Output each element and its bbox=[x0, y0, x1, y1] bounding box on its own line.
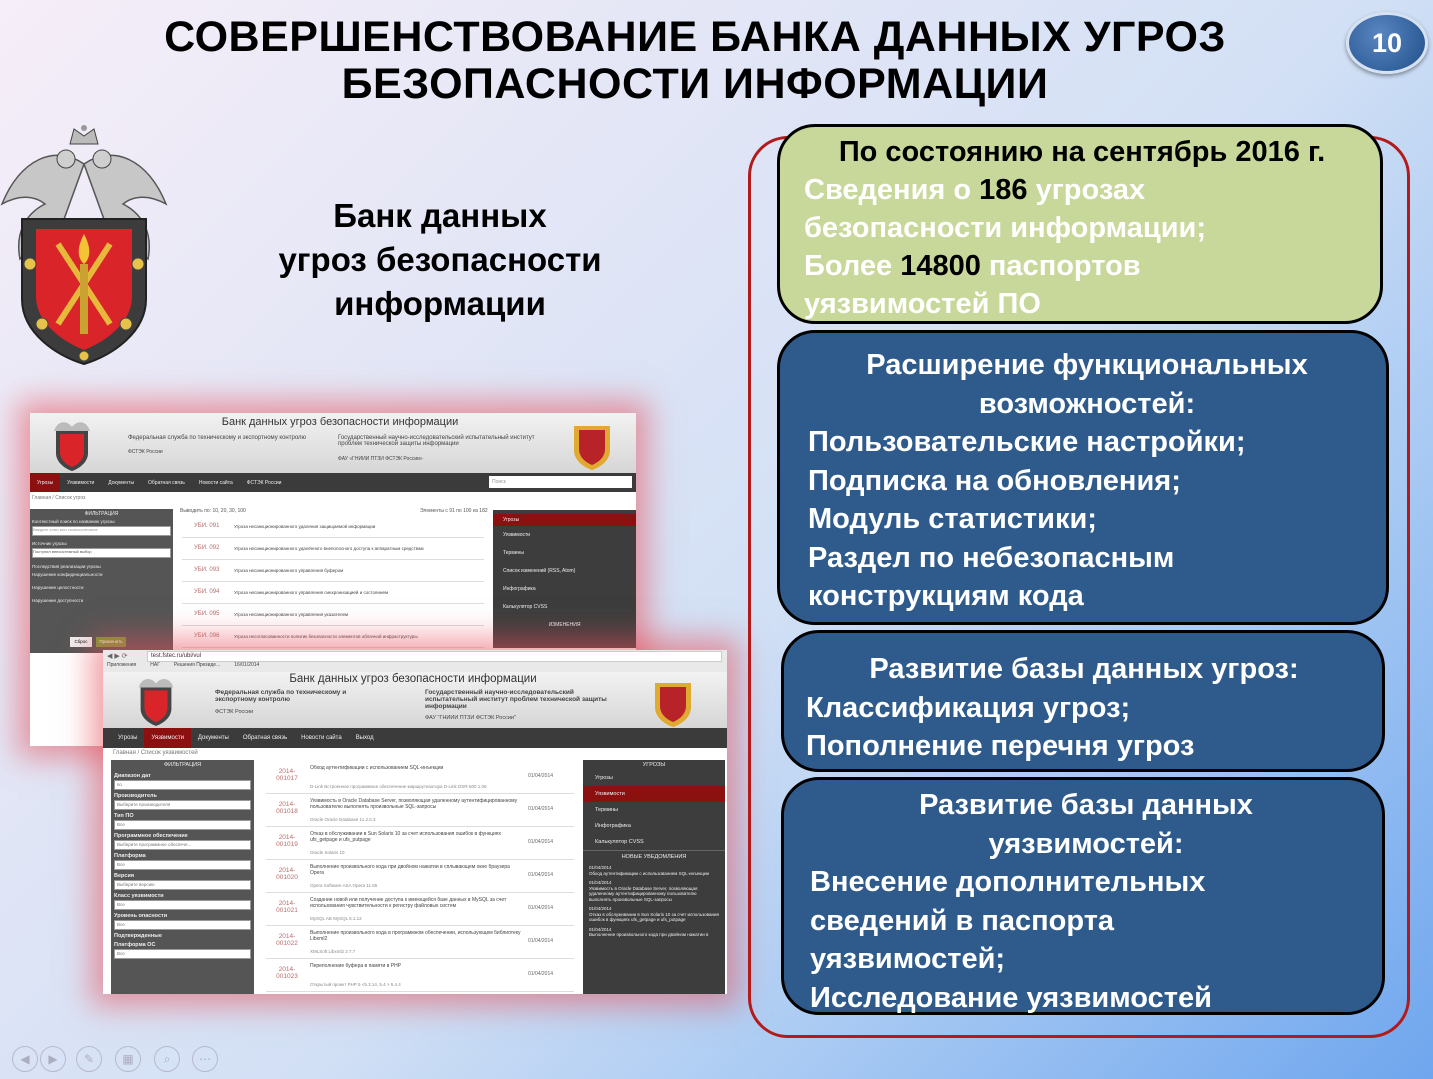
filter-checkbox[interactable]: Нарушение конфиденциальности bbox=[32, 572, 103, 577]
vuln-row[interactable] bbox=[266, 762, 574, 794]
side-item-infographics[interactable]: Инфографика bbox=[595, 823, 631, 829]
threats-db-box bbox=[781, 630, 1385, 772]
filter-select[interactable]: Все bbox=[114, 949, 251, 959]
features-box bbox=[777, 330, 1389, 625]
threat-row[interactable] bbox=[182, 605, 484, 626]
side-item-vulns[interactable]: Уязвимости bbox=[503, 532, 531, 538]
filter-select[interactable]: по bbox=[114, 780, 251, 790]
nav-news[interactable]: Новости сайта bbox=[301, 735, 342, 741]
vulns-db-item: Внесение дополнительных bbox=[810, 866, 1206, 898]
status-line bbox=[804, 171, 1360, 209]
vuln-row[interactable] bbox=[266, 828, 574, 860]
vuln-software: XMLSoft Libxml2 2.7.7 bbox=[310, 949, 356, 954]
filter-fields bbox=[111, 773, 254, 959]
news-item[interactable] bbox=[583, 904, 725, 925]
side-menu bbox=[493, 510, 636, 648]
filter-panel bbox=[111, 760, 254, 994]
filter-select[interactable]: Выберите версию bbox=[114, 880, 251, 890]
filter-label: Источник угрозы bbox=[32, 541, 67, 546]
features-heading: возможностей: bbox=[978, 387, 1196, 420]
news-date: 01/04/2014 bbox=[589, 880, 612, 885]
nav-threats[interactable]: Угрозы bbox=[118, 735, 138, 741]
nav-news[interactable]: Новости сайта bbox=[198, 479, 233, 486]
filter-label: Производитель bbox=[114, 793, 157, 799]
nav-vulns[interactable]: Уязвимости bbox=[144, 728, 191, 748]
subtitle bbox=[240, 194, 640, 326]
bookmarks-bar bbox=[107, 662, 259, 668]
vuln-date: 01/04/2014 bbox=[528, 839, 554, 845]
vuln-date: 01/04/2014 bbox=[528, 938, 554, 944]
threat-title[interactable]: Угроза несанкционированного удаления защищаемой информации bbox=[234, 524, 376, 529]
slide-title bbox=[60, 14, 1330, 108]
org-right-sub: ФАУ «ГНИИИ ПТЗИ ФСТЭК России» bbox=[338, 456, 423, 462]
threat-title[interactable]: Угроза несанкционированного удалённого внеполосного доступа к аппаратным средствам bbox=[234, 546, 424, 551]
nav-feedback[interactable]: Обратная связь bbox=[242, 735, 288, 741]
filter-search-input[interactable]: Введите ключ или словосочетание bbox=[32, 526, 171, 536]
feature-item: Пользовательские настройки; bbox=[808, 426, 1246, 458]
vuln-row[interactable] bbox=[266, 795, 574, 827]
slide-title-line1: СОВЕРШЕНСТВОВАНИЕ БАНКА ДАННЫХ УГРОЗ bbox=[164, 13, 1226, 61]
vuln-row[interactable] bbox=[266, 861, 574, 893]
filter-title: ФИЛЬТРАЦИЯ bbox=[84, 511, 119, 517]
vuln-date: 01/04/2014 bbox=[528, 872, 554, 878]
status-line bbox=[804, 247, 1360, 285]
fstec-emblem-icon bbox=[0, 124, 168, 372]
vuln-id[interactable]: 2014-001022 bbox=[276, 933, 298, 947]
feature-item: конструкциям кода bbox=[808, 580, 1084, 612]
site-nav bbox=[103, 728, 727, 748]
status-line: безопасности информации; bbox=[804, 212, 1207, 244]
news-item[interactable] bbox=[583, 863, 725, 878]
site-header bbox=[103, 672, 727, 728]
count: Элементы с 91 по 100 из 182 bbox=[420, 508, 488, 514]
vuln-software: MySQL AB MySQL 5.1.12 bbox=[310, 916, 362, 921]
feature-item: Подписка на обновления; bbox=[808, 464, 1181, 497]
vuln-title[interactable]: Выполнение произвольного кода в программном обеспечении, использующем библиотеку Libxml2 bbox=[310, 930, 521, 942]
more-icon[interactable]: ⋯ bbox=[192, 1046, 218, 1072]
vulns-db-item: Исследование уязвимостей bbox=[810, 981, 1212, 1014]
threats-db-heading: Развитие базы данных угроз: bbox=[869, 653, 1299, 685]
news-text[interactable]: Обход аутентификации с использованием SQL-инъекции bbox=[589, 870, 709, 876]
news-title: НОВЫЕ УВЕДОМЛЕНИЯ bbox=[583, 850, 725, 863]
bookmark[interactable]: Решения Президе... bbox=[173, 662, 221, 668]
browser-chrome bbox=[103, 650, 727, 673]
threat-title[interactable]: Угроза несанкционированного управления буфером bbox=[234, 568, 344, 573]
news-text[interactable]: Выполнение произвольного кода при двойном нажатии в bbox=[589, 932, 709, 937]
threat-row[interactable] bbox=[182, 583, 484, 604]
threat-id[interactable]: УБИ. 091 bbox=[194, 523, 220, 529]
org-right: Государственный научно-исследовательский испытательный институт проблем технической защиты информации bbox=[338, 435, 535, 447]
news-item[interactable] bbox=[583, 925, 725, 940]
nav-fstec[interactable]: ФСТЭК России bbox=[246, 479, 282, 486]
subtitle-line3: информации bbox=[334, 285, 546, 322]
org-left-sub: ФСТЭК России bbox=[215, 709, 254, 715]
feature-item: Модуль статистики; bbox=[808, 503, 1097, 535]
vuln-date: 01/04/2014 bbox=[528, 773, 554, 779]
emblem-icon bbox=[133, 674, 179, 726]
threat-title[interactable]: Угроза несогласованности политик безопасности элементов облачной инфраструктуры bbox=[234, 634, 418, 639]
threat-title[interactable]: Угроза несанкционированного управления синхронизацией и состоянием bbox=[234, 590, 389, 595]
vulns-db-heading: Развитие базы данных bbox=[919, 789, 1253, 821]
filter-select[interactable]: Выберите производителя bbox=[114, 800, 251, 810]
vuln-software: Opera Software ASA Opera 11.65 bbox=[310, 883, 378, 888]
threats-db-item: Пополнение перечня угроз bbox=[806, 730, 1195, 762]
status-box bbox=[777, 124, 1383, 324]
side-item-vulns[interactable]: Уязвимости bbox=[583, 786, 725, 802]
site-title: Банк данных угроз безопасности информации bbox=[221, 416, 459, 428]
vuln-id[interactable]: 2014-001018 bbox=[276, 801, 298, 815]
filter-title: ФИЛЬТРАЦИЯ bbox=[163, 762, 202, 768]
filter-label: Платформа ОС bbox=[114, 942, 156, 948]
nav-threats[interactable]: Угрозы bbox=[30, 473, 60, 492]
org-left: Федеральная служба по техническому и экспортному контролю bbox=[128, 435, 307, 441]
filter-label: Версия bbox=[114, 873, 135, 879]
bookmark[interactable]: НАГ bbox=[150, 662, 160, 668]
feature-item: Раздел по небезопасным bbox=[808, 541, 1175, 574]
status-text: Сведения о bbox=[804, 174, 980, 206]
vuln-id[interactable]: 2014-001023 bbox=[276, 966, 298, 980]
status-text: угрозах bbox=[1027, 174, 1146, 206]
news-text[interactable]: Уязвимость в Oracle Database Server, позволяющая удаленному аутентифицированному пользователю выполнять произвольные SQL-запросы bbox=[589, 885, 698, 902]
nav-docs[interactable]: Документы bbox=[197, 735, 229, 741]
vuln-row[interactable] bbox=[266, 960, 574, 992]
side-item-cvss[interactable]: Калькулятор CVSS bbox=[503, 604, 548, 610]
org-right: Государственный научно-исследовательский испытательный институт проблем технической защиты информации bbox=[425, 689, 607, 710]
news-date: 01/04/2014 bbox=[589, 906, 612, 911]
vuln-title[interactable]: Переполнение буфера в памяти в PHP bbox=[310, 963, 402, 969]
vuln-title[interactable]: Отказ в обслуживании в Sun Solaris 10 за счет использования ошибок в функциях ufs_getpage и ufs_putpage bbox=[310, 831, 501, 843]
filter-label: Последствия реализации угрозы bbox=[32, 564, 101, 569]
filter-label: Контекстный поиск по названию угрозы bbox=[32, 519, 115, 524]
bookmark[interactable]: 16/01/2014 bbox=[234, 662, 260, 668]
vuln-date: 01/04/2014 bbox=[528, 806, 554, 812]
side-item-threats[interactable]: Угрозы bbox=[493, 514, 636, 526]
filter-label: Диапазон дат bbox=[114, 773, 151, 779]
slide-title-line2: БЕЗОПАСНОСТИ ИНФОРМАЦИИ bbox=[341, 60, 1049, 108]
nav-feedback[interactable]: Обратная связь bbox=[148, 479, 185, 486]
filter-select[interactable]: Все bbox=[114, 900, 251, 910]
filter-select[interactable]: Выберите программное обеспече... bbox=[114, 840, 251, 850]
news-date: 01/04/2014 bbox=[589, 926, 612, 932]
passport-count: 14800 bbox=[900, 250, 981, 282]
org-right-sub: ФАУ "ГНИИИ ПТЗИ ФСТЭК России" bbox=[425, 715, 516, 721]
vuln-software: Oracle Solaris 10 bbox=[310, 850, 345, 855]
filter-panel bbox=[30, 509, 173, 653]
url-bar[interactable]: test.fstec.ru/ubi/vul bbox=[147, 651, 722, 662]
nav-logout[interactable]: Выход bbox=[355, 735, 374, 741]
threat-row[interactable] bbox=[182, 561, 484, 582]
side-item-terms[interactable]: Термины bbox=[503, 550, 524, 556]
filter-checkbox[interactable]: Нарушение целостности bbox=[32, 585, 84, 590]
org-left: Федеральная служба по техническому и экспортному контролю bbox=[215, 689, 347, 703]
side-footer: ИЗМЕНЕНИЯ bbox=[548, 622, 581, 628]
threat-id[interactable]: УБИ. 095 bbox=[194, 611, 220, 617]
vulns-db-box bbox=[781, 777, 1385, 1015]
filter-label: Платформа bbox=[114, 853, 146, 859]
side-item-rss[interactable]: Список изменений (RSS, Atom) bbox=[503, 568, 576, 574]
features-heading: Расширение функциональных bbox=[866, 349, 1308, 381]
breadcrumb[interactable]: Главная / Список уязвимостей bbox=[113, 750, 198, 756]
subtitle-line2: угроз безопасности bbox=[278, 241, 602, 278]
vuln-id[interactable]: 2014-001020 bbox=[276, 867, 298, 881]
threat-count: 186 bbox=[979, 174, 1028, 206]
vuln-software: D-Link Встроенное программное обеспечение маршрутизатора D-Link DSR-500 1.06 bbox=[310, 784, 487, 789]
vuln-title[interactable]: Создание новой или получение доступа к имеющейся базе данных в MySQL за счет использования чувствительности к регистру файловых систем bbox=[310, 897, 507, 909]
news-date: 01/04/2014 bbox=[589, 865, 612, 870]
nav-vulns[interactable]: Уязвимости bbox=[67, 479, 95, 486]
side-title: УГРОЗЫ bbox=[642, 762, 666, 768]
threat-id[interactable]: УБИ. 096 bbox=[194, 633, 220, 639]
site-title: Банк данных угроз безопасности информации bbox=[289, 673, 537, 685]
threat-row[interactable] bbox=[182, 627, 484, 648]
filter-label: Подтвержденные bbox=[114, 933, 162, 939]
threats-db-item: Классификация угроз; bbox=[806, 691, 1131, 724]
status-line: уязвимостей ПО bbox=[804, 288, 1041, 320]
page-number-badge: 10 bbox=[1346, 12, 1428, 74]
threat-row[interactable] bbox=[182, 539, 484, 560]
reset-button[interactable]: Сброс bbox=[70, 637, 92, 647]
emblem-icon bbox=[52, 417, 92, 471]
side-item-cvss[interactable]: Калькулятор CVSS bbox=[595, 839, 644, 845]
site-header bbox=[30, 413, 636, 473]
filter-label: Уровень опасности bbox=[114, 913, 168, 919]
subtitle-line1: Банк данных bbox=[333, 197, 547, 234]
filter-label: Класс уязвимости bbox=[114, 893, 164, 899]
filter-select[interactable]: Все bbox=[114, 820, 251, 830]
side-item-threats[interactable]: Угрозы bbox=[595, 775, 613, 781]
institute-emblem-icon bbox=[651, 673, 695, 727]
vulns-db-heading: уязвимостей: bbox=[988, 827, 1184, 860]
apply-button[interactable]: Применить bbox=[96, 637, 126, 647]
pen-icon[interactable]: ✎ bbox=[76, 1046, 102, 1072]
filter-label: Тип ПО bbox=[114, 813, 134, 819]
status-text: паспортов bbox=[980, 250, 1141, 282]
vuln-id[interactable]: 2014-001019 bbox=[276, 834, 298, 848]
back-forward-icon[interactable]: ◀ ▶ ⟳ bbox=[107, 653, 128, 660]
vuln-id[interactable]: 2014-001021 bbox=[276, 900, 298, 914]
threat-id[interactable]: УБИ. 094 bbox=[194, 589, 220, 595]
zoom-icon[interactable]: ⌕ bbox=[154, 1046, 180, 1072]
vulns-db-item: сведений в паспорта bbox=[810, 904, 1115, 937]
threat-id[interactable]: УБИ. 093 bbox=[194, 567, 220, 573]
news-text[interactable]: Отказ в обслуживании в Sun Solaris 10 за счет использования ошибок в функциях ufs_getpage и ufs_putpage bbox=[589, 911, 719, 922]
vuln-title[interactable]: Выполнение произвольного кода при двойном нажатии в сплывающем окне браузера Opera bbox=[310, 864, 510, 876]
per-page[interactable]: Выводить по: 10, 20, 30, 100 bbox=[180, 508, 246, 514]
next-icon[interactable]: ▶ bbox=[40, 1046, 66, 1072]
side-item-infographics[interactable]: Инфографика bbox=[503, 586, 536, 592]
vulns-db-item: уязвимостей; bbox=[810, 943, 1006, 975]
vuln-date: 01/04/2014 bbox=[528, 971, 554, 977]
threat-row[interactable] bbox=[182, 517, 484, 538]
nav-docs[interactable]: Документы bbox=[108, 479, 135, 486]
filter-select[interactable]: Все bbox=[114, 860, 251, 870]
prev-icon[interactable]: ◀ bbox=[12, 1046, 38, 1072]
site-nav bbox=[30, 473, 636, 492]
news-item[interactable] bbox=[583, 878, 725, 904]
vuln-title[interactable]: Обход аутентификации с использованием SQL-инъекции bbox=[310, 765, 444, 771]
filter-select[interactable]: Все bbox=[114, 920, 251, 930]
slides-icon[interactable]: ▦ bbox=[115, 1046, 141, 1072]
vuln-date: 01/04/2014 bbox=[528, 905, 554, 911]
org-left-sub: ФСТЭК России bbox=[128, 449, 163, 455]
breadcrumb[interactable]: Главная / Список угроз bbox=[32, 495, 86, 501]
search-input[interactable]: Поиск bbox=[489, 476, 632, 488]
filter-checkbox[interactable]: Нарушение доступности bbox=[32, 598, 84, 603]
vuln-title[interactable]: Уязвимость в Oracle Database Server, позволяющая удаленному аутентифицированному пользователю выполнять произвольные SQL-запросы bbox=[310, 798, 518, 810]
vuln-software: Открытый проект PHP 5 <5.3.14, 5.4 > 5.4.4 bbox=[310, 982, 401, 987]
bookmark[interactable]: Приложения bbox=[107, 662, 137, 668]
threat-id[interactable]: УБИ. 092 bbox=[194, 545, 220, 551]
vuln-software: Oracle Oracle Database 11.2.0.3 bbox=[310, 817, 376, 822]
institute-emblem-icon bbox=[570, 416, 614, 470]
screenshot-vulns-list bbox=[103, 650, 727, 994]
side-item-terms[interactable]: Термины bbox=[595, 807, 619, 813]
vuln-row[interactable] bbox=[266, 894, 574, 926]
vuln-row[interactable] bbox=[266, 927, 574, 959]
side-menu bbox=[583, 760, 725, 994]
status-text: Более bbox=[804, 250, 901, 282]
vuln-id[interactable]: 2014-001017 bbox=[276, 768, 298, 782]
threat-title[interactable]: Угроза несанкционированного управления указателем bbox=[234, 612, 349, 617]
filter-label: Программное обеспечение bbox=[114, 833, 188, 839]
filter-source-select[interactable]: Поступил внесистемный выбор bbox=[32, 548, 171, 558]
news-list bbox=[583, 863, 725, 940]
status-heading: По состоянию на сентябрь 2016 г. bbox=[838, 136, 1326, 168]
